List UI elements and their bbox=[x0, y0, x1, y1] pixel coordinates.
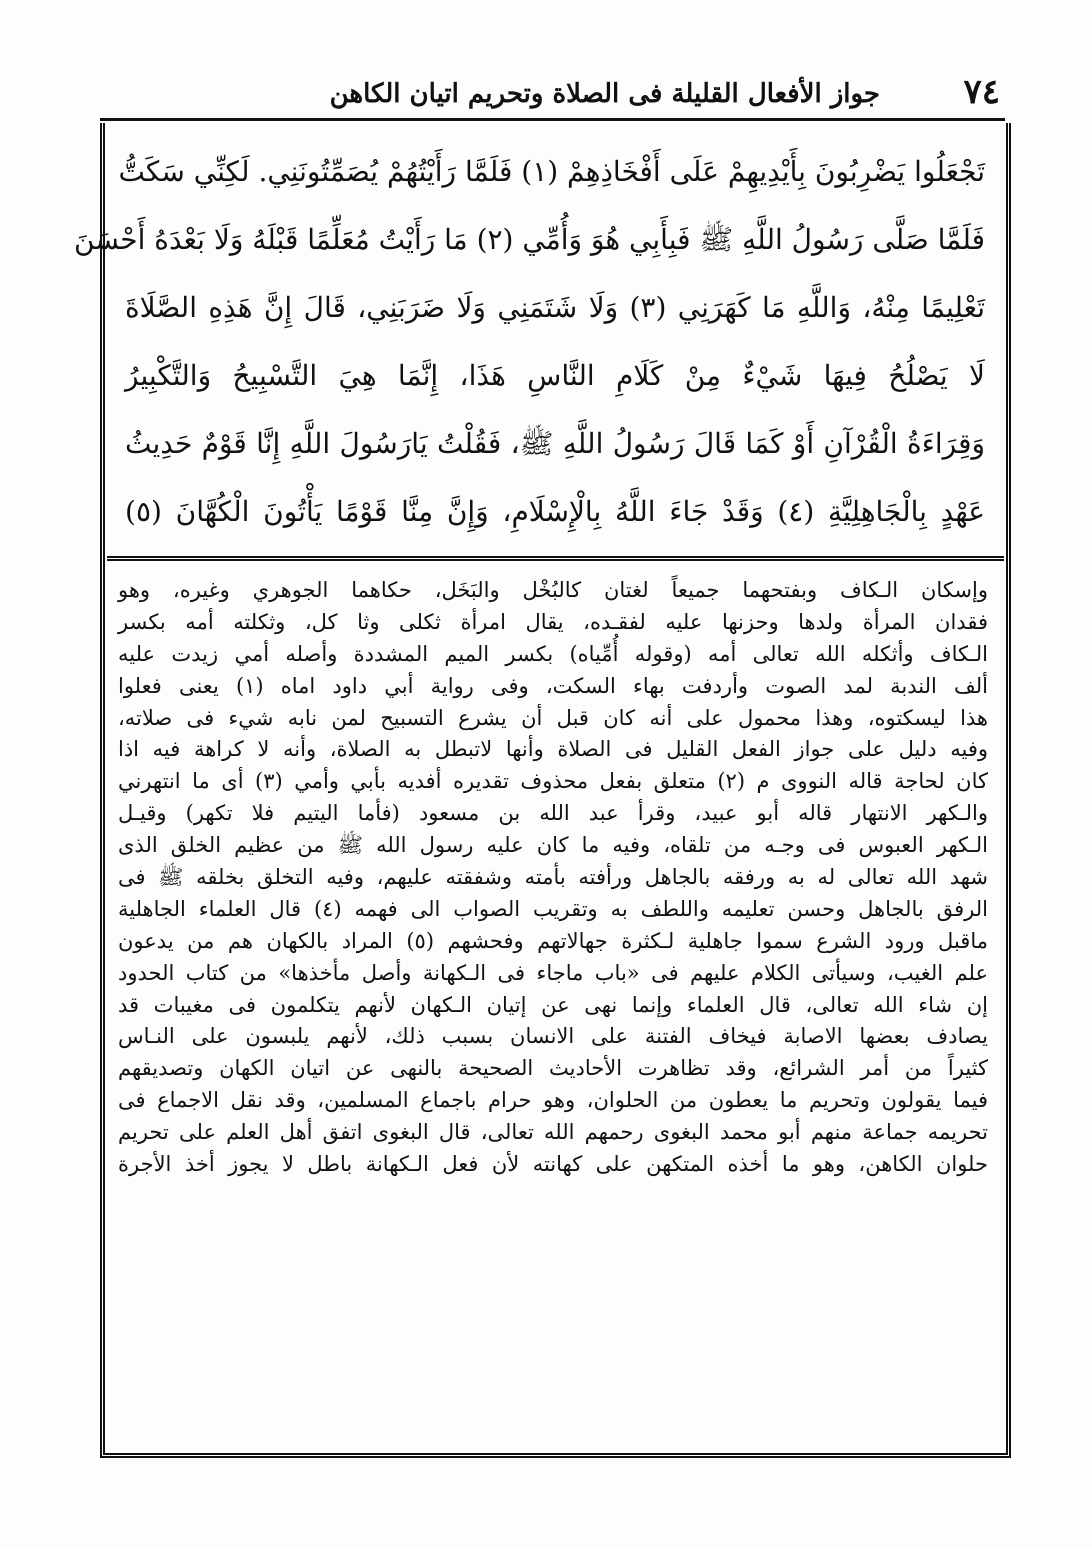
commentary-line: هذا ليسكتوه، وهذا محمول على أنه كان قبل أن يشرع التسبيح لمن نابه شيء فى صلاته، bbox=[118, 705, 988, 730]
commentary-line: حلوان الكاهن، وهو ما أخذه المتكهن على كهانته لأن فعل الـكهانة باطل لا يجوز أخذ الأجرة bbox=[118, 1152, 988, 1177]
commentary-line: وإسكان الـكاف وبفتحهما جميعاً لغتان كالبُخْل والبَخَل، حكاهما الجوهري وغيره، وهو bbox=[118, 578, 988, 602]
commentary-line: ماقبل ورود الشرع سموا جاهلية لـكثرة جهالاتهم وفحشهم (٥) المراد بالكهان هم من يدعون bbox=[118, 928, 988, 953]
page-number: ٧٤ bbox=[963, 72, 1000, 112]
hadith-line: تَعْلِيمًا مِنْهُ، وَاللَّهِ مَا كَهَرَنِي (٣) وَلَا شَتَمَنِي وَلَا ضَرَبَنِي، قَالَ إِنَّ هَذِهِ الصَّلَاةَ bbox=[125, 291, 985, 324]
commentary-line: وفيه دليل على جواز الفعل القليل فى الصلاة وأنها لاتبطل به الصلاة، وأنه لا كراهة فيه اذا bbox=[118, 737, 988, 762]
commentary-text bbox=[118, 575, 988, 1181]
hadith-line: لَا يَصْلُحُ فِيهَا شَيْءٌ مِنْ كَلَامِ النَّاسِ هَذَا، إِنَّمَا هِيَ التَّسْبِيحُ وَالتَّكْبِيرُ bbox=[125, 359, 985, 392]
commentary-line: علم الغيب، وسيأتى الكلام عليهم فى «باب ماجاء فى الـكهانة وأصل مأخذها» من كتاب الحدود bbox=[118, 960, 988, 985]
text-commentary-separator bbox=[107, 556, 1004, 561]
hadith-line: وَقِرَاءَةُ الْقُرْآنِ أَوْ كَمَا قَالَ رَسُولُ اللَّهِ ﷺ، فَقُلْتُ يَارَسُولَ اللَّهِ إِنَّا قَوْمٌ حَدِيثُ bbox=[125, 427, 985, 460]
commentary-line: تحريمه جماعة منهم أبو محمد البغوى رحمهم الله تعالى، قال البغوى اتفق أهل العلم على تحريم bbox=[118, 1120, 988, 1145]
commentary-line: الرفق بالجاهل وحسن تعليمه واللطف به وتقريب الصواب الى فهمه (٤) قال العلماء الجاهلية bbox=[118, 896, 988, 921]
hadith-text bbox=[74, 138, 985, 546]
commentary-line: الـكاف وأثكله الله تعالى أمه (وقوله أُمِّياه) بكسر الميم المشددة وأصله أمي زيدت عليه bbox=[118, 641, 988, 666]
running-title: جواز الأفعال القليلة فى الصلاة وتحريم اتيان الكاهن bbox=[329, 79, 880, 109]
commentary-line: كان لحاجة قاله النووى م (٢) متعلق بفعل محذوف تقديره أفديه بأبي وأمي (٣) أى ما انتهرني bbox=[118, 769, 988, 794]
commentary-line: يصادف بعضها الاصابة فيخاف الفتنة على الانسان بسبب ذلك، لأنهم يلبسون على النـاس bbox=[118, 1024, 988, 1049]
hadith-line: تَجْعَلُوا يَضْرِبُونَ بِأَيْدِيهِمْ عَلَى أَفْخَاذِهِمْ (١) فَلَمَّا رَأَيْتُهُمْ يُصَمِّتُونَنِي. لَكِنِّي سَكَتُّ bbox=[118, 155, 985, 188]
commentary-line: ألف الندبة لمد الصوت وأردفت بهاء السكت، وفى رواية أبي داود اماه (١) يعنى فعلوا bbox=[118, 673, 988, 698]
commentary-line: إن شاء الله تعالى، قال العلماء وإنما نهى عن إتيان الـكهان لأنهم يتكلمون فى مغيبات قد bbox=[118, 992, 988, 1017]
hadith-line: عَهْدٍ بِالْجَاهِلِيَّةِ (٤) وَقَدْ جَاءَ اللَّهُ بِالْإِسْلَامِ، وَإِنَّ مِنَّا قَوْمًا يَأْتُونَ الْكُهَّانَ (٥) bbox=[125, 495, 985, 528]
commentary-line: فيما يقولون وتحريم ما يعطون من الحلوان، وهو حرام باجماع المسلمين، وقد نقل الاجماع فى bbox=[118, 1088, 988, 1113]
hadith-line: فَلَمَّا صَلَّى رَسُولُ اللَّهِ ﷺ فَبِأَبِي هُوَ وَأُمِّي (٢) مَا رَأَيْتُ مُعَلِّمًا قَبْلَهُ وَلَا بَعْدَهُ أَحْسَنَ bbox=[74, 223, 985, 256]
commentary-line: فقدان المرأة ولدها وحزنها عليه لفقـده، يقال امرأة ثكلى وثا كل، وثكلته أمه بكسر bbox=[118, 609, 988, 634]
page-header bbox=[110, 70, 1000, 120]
commentary-line: الـكهر العبوس فى وجـه من تلقاه، وفيه ما كان عليه رسول الله ﷺ من عظيم الخلق الذى bbox=[118, 833, 988, 858]
commentary-line: كثيراً من أمر الشرائع، وقد تظاهرت الأحاديث الصحيحة بالنهى عن اتيان الكهان وتصديقهم bbox=[118, 1056, 988, 1081]
commentary-line: شهد الله تعالى له به ورفقه بالجاهل ورأفته بأمته وشفقته عليهم، وفيه التخلق بخلقه ﷺ فى bbox=[118, 865, 988, 890]
commentary-line: والـكهر الانتهار قاله أبو عبيد، وقرأ عبد الله بن مسعود (فأما اليتيم فلا تكهر) وقيـل bbox=[118, 801, 988, 826]
header-rule bbox=[100, 118, 1005, 121]
